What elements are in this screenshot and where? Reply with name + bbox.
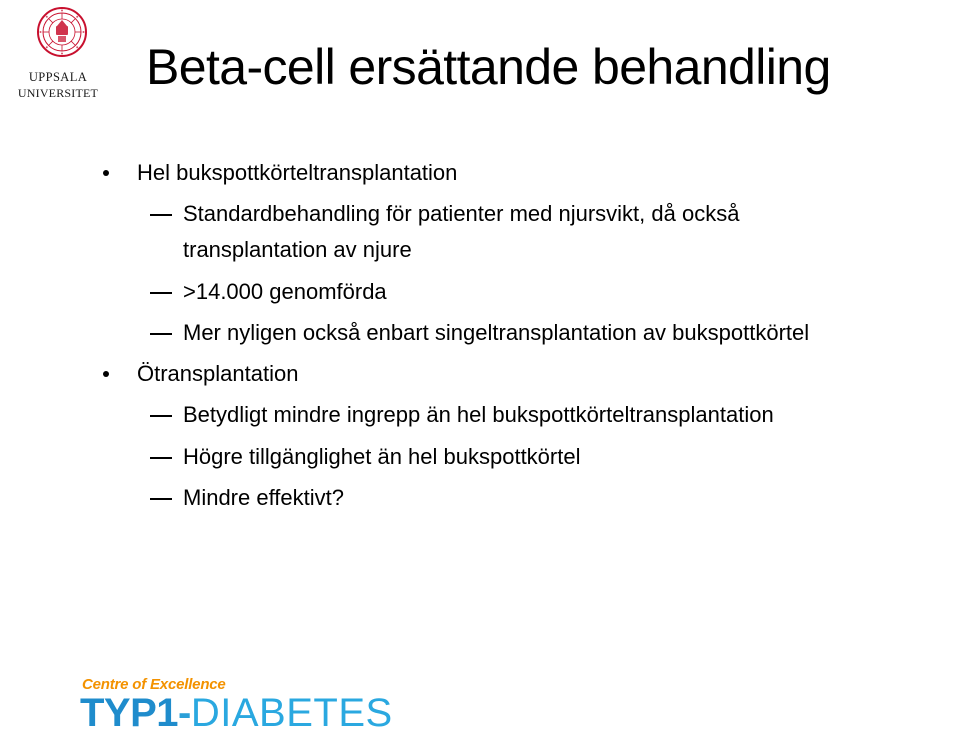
logo-part1: TYP1 bbox=[80, 691, 179, 735]
dash-icon bbox=[150, 292, 172, 294]
uppsala-university-logo bbox=[8, 6, 108, 106]
sub-bullet-item: Betydligt mindre ingrepp än hel bukspottkörteltransplantation bbox=[183, 402, 774, 427]
logo-separator: - bbox=[178, 691, 191, 735]
bullet-item: Ötransplantation bbox=[137, 361, 299, 386]
bullet-item: Hel bukspottkörteltransplantation bbox=[137, 160, 458, 185]
logo-part2: DIABETES bbox=[190, 691, 393, 735]
sub-bullet-item: Mindre effektivt? bbox=[183, 485, 345, 510]
dash-icon bbox=[150, 214, 172, 216]
sub-bullet-item-continuation: transplantation av njure bbox=[183, 237, 412, 262]
dash-icon bbox=[150, 457, 172, 459]
university-seal-icon bbox=[36, 6, 88, 58]
university-name-line1: UPPSALA bbox=[28, 70, 88, 84]
sub-bullet-item: Mer nyligen också enbart singeltransplantation av bukspottkörtel bbox=[183, 320, 810, 345]
dash-icon bbox=[150, 498, 172, 500]
sub-bullet-item: >14.000 genomförda bbox=[183, 279, 387, 304]
bullet-dot-icon bbox=[103, 170, 109, 176]
slide-title: Beta-cell ersättande behandling bbox=[146, 39, 831, 95]
university-name-line2: UNIVERSITET bbox=[17, 86, 99, 100]
dash-icon bbox=[150, 333, 172, 335]
bullet-dot-icon bbox=[103, 371, 109, 377]
sub-bullet-item: Standardbehandling för patienter med njursvikt, då också bbox=[183, 201, 740, 226]
centre-of-excellence-logo bbox=[80, 676, 400, 736]
logo-tagline: Centre of Excellence bbox=[82, 676, 226, 693]
sub-bullet-item: Högre tillgänglighet än hel bukspottkörtel bbox=[183, 444, 581, 469]
dash-icon bbox=[150, 415, 172, 417]
logo-wordmark bbox=[80, 690, 393, 736]
